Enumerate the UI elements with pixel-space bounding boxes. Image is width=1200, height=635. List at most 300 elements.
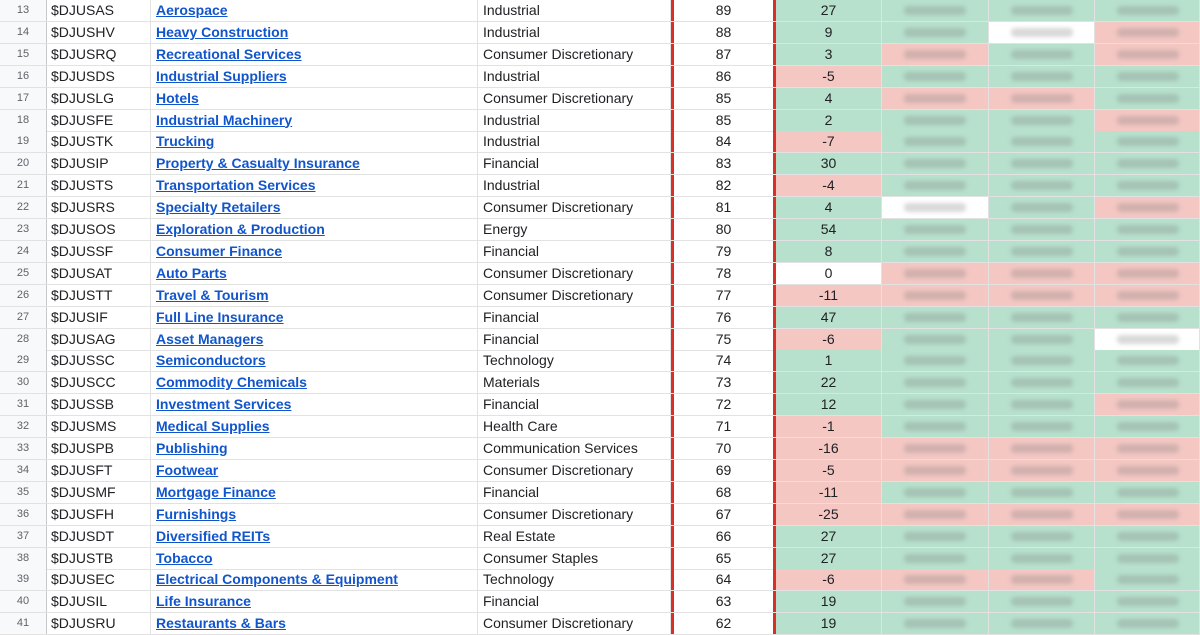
industry-name-cell[interactable] [151, 197, 478, 218]
table-row[interactable] [0, 372, 1200, 394]
table-row[interactable] [0, 504, 1200, 526]
rank-cell[interactable]: 79 [671, 241, 776, 262]
rank-cell[interactable]: 65 [671, 548, 776, 569]
rank-cell[interactable]: 76 [671, 307, 776, 328]
ticker-cell[interactable]: $DJUSSC [47, 350, 151, 371]
table-row[interactable] [0, 131, 1200, 153]
change-cell[interactable]: 19 [776, 591, 882, 612]
rank-cell[interactable]: 87 [671, 44, 776, 65]
table-row[interactable] [0, 241, 1200, 263]
change-cell[interactable]: -16 [776, 438, 882, 459]
ticker-cell[interactable]: $DJUSFT [47, 460, 151, 481]
industry-link[interactable]: Aerospace [156, 2, 228, 18]
industry-link[interactable]: Heavy Construction [156, 23, 289, 40]
industry-link[interactable]: Specialty Retailers [156, 199, 281, 216]
change-cell[interactable]: 19 [776, 613, 882, 634]
change-cell[interactable]: 27 [776, 0, 882, 21]
redacted-cell[interactable] [882, 504, 989, 525]
sector-cell[interactable]: Technology [478, 350, 671, 371]
redacted-cell[interactable] [1095, 22, 1200, 43]
rank-cell[interactable]: 89 [671, 0, 776, 21]
redacted-cell[interactable] [1095, 350, 1200, 371]
ticker-cell[interactable]: $DJUSRQ [47, 44, 151, 65]
sector-cell[interactable]: Financial [478, 241, 671, 262]
row-number[interactable]: 30 [0, 372, 47, 393]
change-cell[interactable]: -1 [776, 416, 882, 437]
ticker-cell[interactable]: $DJUSDS [47, 66, 151, 87]
redacted-cell[interactable] [882, 131, 989, 152]
redacted-cell[interactable] [882, 153, 989, 174]
sector-cell[interactable]: Financial [478, 591, 671, 612]
row-number[interactable]: 31 [0, 394, 47, 415]
redacted-cell[interactable] [1095, 569, 1200, 590]
industry-name-cell[interactable] [151, 22, 478, 43]
rank-cell[interactable]: 88 [671, 22, 776, 43]
sector-cell[interactable]: Consumer Discretionary [478, 197, 671, 218]
sector-cell[interactable]: Financial [478, 153, 671, 174]
ticker-cell[interactable]: $DJUSOS [47, 219, 151, 240]
redacted-cell[interactable] [882, 22, 989, 43]
redacted-cell[interactable] [882, 241, 989, 262]
row-number[interactable]: 20 [0, 153, 47, 174]
redacted-cell[interactable] [882, 0, 989, 21]
change-cell[interactable]: 1 [776, 350, 882, 371]
redacted-cell[interactable] [989, 44, 1095, 65]
table-row[interactable] [0, 548, 1200, 570]
sector-cell[interactable]: Industrial [478, 131, 671, 152]
ticker-cell[interactable]: $DJUSLG [47, 88, 151, 109]
industry-link[interactable]: Property & Casualty Insurance [156, 155, 360, 172]
row-number[interactable]: 18 [0, 110, 47, 131]
change-cell[interactable]: -6 [776, 569, 882, 590]
redacted-cell[interactable] [882, 482, 989, 503]
change-cell[interactable]: -5 [776, 460, 882, 481]
industry-name-cell[interactable] [151, 350, 478, 371]
redacted-cell[interactable] [1095, 153, 1200, 174]
redacted-cell[interactable] [989, 307, 1095, 328]
row-number[interactable]: 35 [0, 482, 47, 503]
change-cell[interactable]: 47 [776, 307, 882, 328]
rank-cell[interactable]: 71 [671, 416, 776, 437]
industry-link[interactable]: Furnishings [156, 505, 237, 522]
change-cell[interactable]: -11 [776, 482, 882, 503]
change-cell[interactable]: 2 [776, 110, 882, 131]
redacted-cell[interactable] [882, 394, 989, 415]
industry-link[interactable]: Trucking [156, 133, 215, 150]
rank-cell[interactable]: 67 [671, 504, 776, 525]
ticker-cell[interactable]: $DJUSDT [47, 526, 151, 547]
rank-cell[interactable]: 64 [671, 569, 776, 590]
redacted-cell[interactable] [882, 263, 989, 284]
redacted-cell[interactable] [882, 44, 989, 65]
table-row[interactable] [0, 44, 1200, 66]
change-cell[interactable]: -11 [776, 285, 882, 306]
industry-link[interactable]: Travel & Tourism [156, 286, 269, 303]
industry-name-cell[interactable] [151, 591, 478, 612]
redacted-cell[interactable] [882, 591, 989, 612]
ticker-cell[interactable]: $DJUSRS [47, 197, 151, 218]
sector-cell[interactable]: Technology [478, 569, 671, 590]
table-row[interactable] [0, 394, 1200, 416]
row-number[interactable]: 15 [0, 44, 47, 65]
industry-link[interactable]: Hotels [156, 89, 199, 106]
ticker-cell[interactable]: $DJUSHV [47, 22, 151, 43]
rank-cell[interactable]: 84 [671, 131, 776, 152]
change-cell[interactable]: 27 [776, 526, 882, 547]
row-number[interactable]: 41 [0, 613, 47, 634]
row-number[interactable]: 36 [0, 504, 47, 525]
ticker-cell[interactable]: $DJUSIP [47, 153, 151, 174]
sector-cell[interactable]: Industrial [478, 0, 671, 21]
redacted-cell[interactable] [989, 504, 1095, 525]
industry-name-cell[interactable] [151, 526, 478, 547]
table-row[interactable] [0, 482, 1200, 504]
industry-name-cell[interactable] [151, 438, 478, 459]
ticker-cell[interactable]: $DJUSFE [47, 110, 151, 131]
change-cell[interactable]: 3 [776, 44, 882, 65]
redacted-cell[interactable] [1095, 613, 1200, 634]
redacted-cell[interactable] [989, 153, 1095, 174]
rank-cell[interactable]: 72 [671, 394, 776, 415]
table-row[interactable] [0, 219, 1200, 241]
table-row[interactable] [0, 569, 1200, 591]
redacted-cell[interactable] [882, 569, 989, 590]
industry-link[interactable]: Publishing [156, 440, 228, 456]
redacted-cell[interactable] [989, 197, 1095, 218]
industry-link[interactable]: Industrial Machinery [156, 111, 293, 128]
sector-cell[interactable]: Materials [478, 372, 671, 393]
industry-name-cell[interactable] [151, 0, 478, 21]
row-number[interactable]: 39 [0, 569, 47, 590]
industry-link[interactable]: Semiconductors [156, 352, 266, 369]
redacted-cell[interactable] [882, 613, 989, 634]
table-row[interactable] [0, 175, 1200, 197]
redacted-cell[interactable] [989, 526, 1095, 547]
redacted-cell[interactable] [989, 263, 1095, 284]
industry-link[interactable]: Medical Supplies [156, 418, 270, 435]
rank-cell[interactable]: 83 [671, 153, 776, 174]
row-number[interactable]: 13 [0, 0, 47, 21]
industry-link[interactable]: Tobacco [156, 549, 213, 566]
redacted-cell[interactable] [1095, 44, 1200, 65]
redacted-cell[interactable] [882, 66, 989, 87]
row-number[interactable]: 16 [0, 66, 47, 87]
change-cell[interactable]: 0 [776, 263, 882, 284]
sector-cell[interactable]: Financial [478, 329, 671, 350]
industry-name-cell[interactable] [151, 504, 478, 525]
row-number[interactable]: 37 [0, 526, 47, 547]
change-cell[interactable]: -7 [776, 131, 882, 152]
industry-link[interactable]: Industrial Suppliers [156, 67, 287, 84]
sector-cell[interactable]: Consumer Staples [478, 548, 671, 569]
industry-link[interactable]: Recreational Services [156, 45, 302, 62]
industry-link[interactable]: Exploration & Production [156, 221, 325, 237]
redacted-cell[interactable] [1095, 285, 1200, 306]
industry-name-cell[interactable] [151, 482, 478, 503]
industry-name-cell[interactable] [151, 416, 478, 437]
redacted-cell[interactable] [1095, 88, 1200, 109]
change-cell[interactable]: -25 [776, 504, 882, 525]
rank-cell[interactable]: 68 [671, 482, 776, 503]
rank-cell[interactable]: 85 [671, 88, 776, 109]
ticker-cell[interactable]: $DJUSTK [47, 131, 151, 152]
industry-name-cell[interactable] [151, 263, 478, 284]
table-row[interactable] [0, 263, 1200, 285]
redacted-cell[interactable] [1095, 0, 1200, 21]
redacted-cell[interactable] [1095, 482, 1200, 503]
sector-cell[interactable]: Health Care [478, 416, 671, 437]
industry-link[interactable]: Mortgage Finance [156, 483, 276, 500]
redacted-cell[interactable] [1095, 438, 1200, 459]
redacted-cell[interactable] [989, 88, 1095, 109]
redacted-cell[interactable] [882, 416, 989, 437]
row-number[interactable]: 32 [0, 416, 47, 437]
sector-cell[interactable]: Consumer Discretionary [478, 88, 671, 109]
redacted-cell[interactable] [989, 548, 1095, 569]
sector-cell[interactable]: Consumer Discretionary [478, 263, 671, 284]
redacted-cell[interactable] [989, 131, 1095, 152]
industry-name-cell[interactable] [151, 131, 478, 152]
redacted-cell[interactable] [882, 329, 989, 350]
redacted-cell[interactable] [1095, 131, 1200, 152]
row-number[interactable]: 38 [0, 548, 47, 569]
change-cell[interactable]: -6 [776, 329, 882, 350]
industry-name-cell[interactable] [151, 110, 478, 131]
ticker-cell[interactable]: $DJUSIF [47, 307, 151, 328]
redacted-cell[interactable] [882, 372, 989, 393]
sector-cell[interactable]: Real Estate [478, 526, 671, 547]
sector-cell[interactable]: Consumer Discretionary [478, 613, 671, 634]
change-cell[interactable]: 27 [776, 548, 882, 569]
industry-link[interactable]: Restaurants & Bars [156, 615, 286, 632]
industry-name-cell[interactable] [151, 460, 478, 481]
redacted-cell[interactable] [1095, 197, 1200, 218]
rank-cell[interactable]: 70 [671, 438, 776, 459]
industry-link[interactable]: Footwear [156, 461, 219, 478]
redacted-cell[interactable] [882, 219, 989, 240]
sector-cell[interactable]: Consumer Discretionary [478, 460, 671, 481]
row-number[interactable]: 34 [0, 460, 47, 481]
ticker-cell[interactable]: $DJUSIL [47, 591, 151, 612]
rank-cell[interactable]: 78 [671, 263, 776, 284]
redacted-cell[interactable] [989, 438, 1095, 459]
industry-name-cell[interactable] [151, 307, 478, 328]
row-number[interactable]: 24 [0, 241, 47, 262]
industry-name-cell[interactable] [151, 88, 478, 109]
table-row[interactable] [0, 153, 1200, 175]
redacted-cell[interactable] [989, 0, 1095, 21]
ticker-cell[interactable]: $DJUSAT [47, 263, 151, 284]
industry-name-cell[interactable] [151, 241, 478, 262]
row-number[interactable]: 23 [0, 219, 47, 240]
redacted-cell[interactable] [882, 110, 989, 131]
change-cell[interactable]: 12 [776, 394, 882, 415]
table-row[interactable] [0, 350, 1200, 372]
sector-cell[interactable]: Industrial [478, 110, 671, 131]
table-row[interactable] [0, 22, 1200, 44]
table-row[interactable] [0, 416, 1200, 438]
ticker-cell[interactable]: $DJUSPB [47, 438, 151, 459]
table-row[interactable] [0, 329, 1200, 351]
row-number[interactable]: 17 [0, 88, 47, 109]
rank-cell[interactable]: 77 [671, 285, 776, 306]
ticker-cell[interactable]: $DJUSFH [47, 504, 151, 525]
industry-name-cell[interactable] [151, 372, 478, 393]
row-number[interactable]: 29 [0, 350, 47, 371]
table-row[interactable] [0, 591, 1200, 613]
sector-cell[interactable]: Financial [478, 482, 671, 503]
row-number[interactable]: 40 [0, 591, 47, 612]
sector-cell[interactable]: Financial [478, 307, 671, 328]
row-number[interactable]: 19 [0, 131, 47, 152]
redacted-cell[interactable] [882, 175, 989, 196]
redacted-cell[interactable] [882, 548, 989, 569]
industry-name-cell[interactable] [151, 394, 478, 415]
industry-name-cell[interactable] [151, 44, 478, 65]
industry-name-cell[interactable] [151, 66, 478, 87]
redacted-cell[interactable] [1095, 504, 1200, 525]
row-number[interactable]: 25 [0, 263, 47, 284]
row-number[interactable]: 28 [0, 329, 47, 350]
industry-link[interactable]: Full Line Insurance [156, 308, 284, 325]
redacted-cell[interactable] [989, 416, 1095, 437]
change-cell[interactable]: -4 [776, 175, 882, 196]
ticker-cell[interactable]: $DJUSSB [47, 394, 151, 415]
change-cell[interactable]: 22 [776, 372, 882, 393]
ticker-cell[interactable]: $DJUSAS [47, 0, 151, 21]
redacted-cell[interactable] [1095, 460, 1200, 481]
sector-cell[interactable]: Communication Services [478, 438, 671, 459]
redacted-cell[interactable] [882, 88, 989, 109]
sector-cell[interactable]: Industrial [478, 175, 671, 196]
sector-cell[interactable]: Industrial [478, 66, 671, 87]
redacted-cell[interactable] [989, 219, 1095, 240]
redacted-cell[interactable] [882, 285, 989, 306]
ticker-cell[interactable]: $DJUSSF [47, 241, 151, 262]
redacted-cell[interactable] [1095, 66, 1200, 87]
redacted-cell[interactable] [1095, 329, 1200, 350]
redacted-cell[interactable] [989, 569, 1095, 590]
redacted-cell[interactable] [882, 307, 989, 328]
redacted-cell[interactable] [1095, 175, 1200, 196]
redacted-cell[interactable] [1095, 416, 1200, 437]
table-row[interactable] [0, 285, 1200, 307]
rank-cell[interactable]: 66 [671, 526, 776, 547]
sector-cell[interactable]: Industrial [478, 22, 671, 43]
industry-link[interactable]: Life Insurance [156, 593, 251, 610]
redacted-cell[interactable] [989, 175, 1095, 196]
rank-cell[interactable]: 86 [671, 66, 776, 87]
redacted-cell[interactable] [989, 591, 1095, 612]
industry-name-cell[interactable] [151, 153, 478, 174]
redacted-cell[interactable] [989, 372, 1095, 393]
industry-link[interactable]: Investment Services [156, 396, 292, 413]
ticker-cell[interactable]: $DJUSTS [47, 175, 151, 196]
redacted-cell[interactable] [1095, 307, 1200, 328]
table-row[interactable] [0, 613, 1200, 635]
table-row[interactable] [0, 66, 1200, 88]
ticker-cell[interactable]: $DJUSAG [47, 329, 151, 350]
change-cell[interactable]: -5 [776, 66, 882, 87]
redacted-cell[interactable] [989, 460, 1095, 481]
industry-name-cell[interactable] [151, 285, 478, 306]
industry-name-cell[interactable] [151, 219, 478, 240]
ticker-cell[interactable]: $DJUSMS [47, 416, 151, 437]
industry-name-cell[interactable] [151, 569, 478, 590]
rank-cell[interactable]: 80 [671, 219, 776, 240]
redacted-cell[interactable] [989, 66, 1095, 87]
redacted-cell[interactable] [882, 526, 989, 547]
redacted-cell[interactable] [1095, 526, 1200, 547]
sector-cell[interactable]: Consumer Discretionary [478, 504, 671, 525]
redacted-cell[interactable] [989, 110, 1095, 131]
rank-cell[interactable]: 62 [671, 613, 776, 634]
row-number[interactable]: 21 [0, 175, 47, 196]
industry-link[interactable]: Auto Parts [156, 264, 227, 281]
table-row[interactable] [0, 307, 1200, 329]
industry-link[interactable]: Consumer Finance [156, 242, 283, 259]
table-row[interactable] [0, 460, 1200, 482]
ticker-cell[interactable]: $DJUSEC [47, 569, 151, 590]
row-number[interactable]: 26 [0, 285, 47, 306]
redacted-cell[interactable] [989, 329, 1095, 350]
change-cell[interactable]: 8 [776, 241, 882, 262]
rank-cell[interactable]: 75 [671, 329, 776, 350]
redacted-cell[interactable] [882, 350, 989, 371]
rank-cell[interactable]: 85 [671, 110, 776, 131]
industry-name-cell[interactable] [151, 548, 478, 569]
ticker-cell[interactable]: $DJUSTT [47, 285, 151, 306]
industry-link[interactable]: Commodity Chemicals [156, 374, 307, 391]
rank-cell[interactable]: 73 [671, 372, 776, 393]
redacted-cell[interactable] [1095, 548, 1200, 569]
redacted-cell[interactable] [882, 197, 989, 218]
redacted-cell[interactable] [1095, 241, 1200, 262]
row-number[interactable]: 27 [0, 307, 47, 328]
rank-cell[interactable]: 81 [671, 197, 776, 218]
industry-link[interactable]: Diversified REITs [156, 527, 271, 544]
redacted-cell[interactable] [1095, 372, 1200, 393]
rank-cell[interactable]: 63 [671, 591, 776, 612]
sector-cell[interactable]: Consumer Discretionary [478, 285, 671, 306]
table-row[interactable] [0, 0, 1200, 22]
redacted-cell[interactable] [1095, 110, 1200, 131]
change-cell[interactable]: 9 [776, 22, 882, 43]
row-number[interactable]: 14 [0, 22, 47, 43]
redacted-cell[interactable] [989, 22, 1095, 43]
table-row[interactable] [0, 526, 1200, 548]
change-cell[interactable]: 30 [776, 153, 882, 174]
rank-cell[interactable]: 69 [671, 460, 776, 481]
ticker-cell[interactable]: $DJUSMF [47, 482, 151, 503]
redacted-cell[interactable] [882, 438, 989, 459]
rank-cell[interactable]: 74 [671, 350, 776, 371]
redacted-cell[interactable] [882, 460, 989, 481]
change-cell[interactable]: 4 [776, 88, 882, 109]
industry-name-cell[interactable] [151, 175, 478, 196]
change-cell[interactable]: 54 [776, 219, 882, 240]
ticker-cell[interactable]: $DJUSTB [47, 548, 151, 569]
ticker-cell[interactable]: $DJUSRU [47, 613, 151, 634]
industry-name-cell[interactable] [151, 329, 478, 350]
industry-link[interactable]: Transportation Services [156, 177, 316, 194]
table-row[interactable] [0, 110, 1200, 132]
redacted-cell[interactable] [989, 613, 1095, 634]
industry-link[interactable]: Asset Managers [156, 330, 264, 347]
ticker-cell[interactable]: $DJUSCC [47, 372, 151, 393]
redacted-cell[interactable] [989, 241, 1095, 262]
redacted-cell[interactable] [1095, 263, 1200, 284]
